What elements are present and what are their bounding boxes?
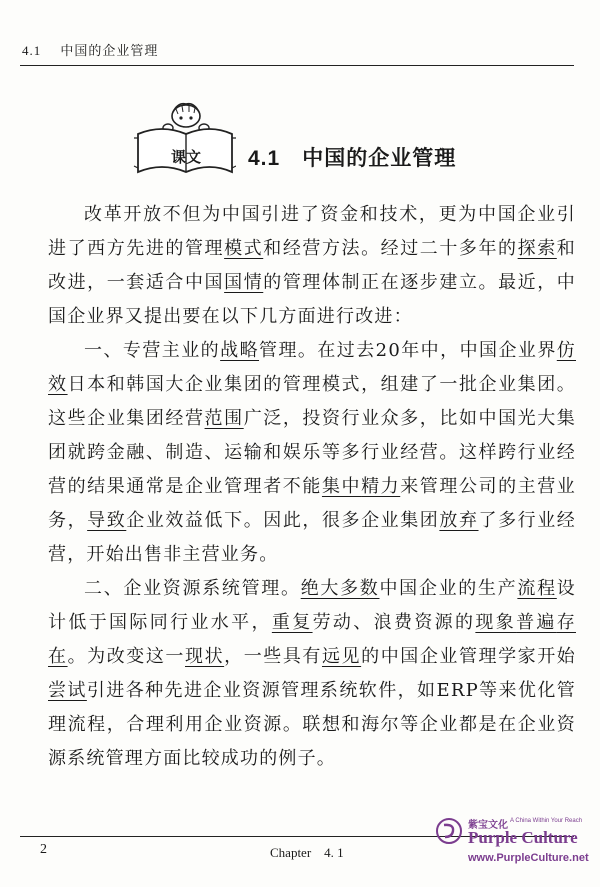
chapter-title-number: 4.1 bbox=[248, 147, 281, 170]
text-segment: 改革开放不但为中国引进了资金和技术，更为中国企业引进了西方先进的管理 bbox=[48, 204, 576, 259]
running-header-section-number: 4.1 bbox=[22, 43, 42, 58]
text-segment: 广泛，投资行业众多，比如中国光大集团就跨金融、制造、运输和娱乐等多行业经营。这样跨行业经营的结果通常是企业管理者不能 bbox=[48, 408, 576, 497]
vocab-word: 国情 bbox=[224, 272, 264, 293]
watermark-brand: Purple Culture bbox=[468, 828, 578, 847]
paragraph bbox=[48, 198, 576, 334]
purple-culture-logo-icon bbox=[436, 818, 462, 844]
text-segment: ，一些具有 bbox=[224, 646, 322, 667]
vocab-word: 普遍 bbox=[516, 612, 557, 633]
vocab-word: 仿效 bbox=[48, 340, 576, 395]
vocab-word: 放弃 bbox=[439, 510, 479, 531]
text-segment: 一、专营主业的 bbox=[84, 340, 221, 361]
vocab-word: 范围 bbox=[204, 408, 244, 429]
text-segment: 企业效益低下。因此，很多企业集团 bbox=[126, 510, 440, 531]
vocab-word: 精力 bbox=[361, 476, 401, 497]
text-segment: 设计低于国际同行业水平， bbox=[48, 578, 576, 633]
text-segment: 来管理公司的主营业务， bbox=[48, 476, 576, 531]
reading-kid-icon bbox=[132, 100, 236, 180]
vocab-word: 重复 bbox=[271, 612, 313, 633]
vocab-word: 现象 bbox=[475, 612, 517, 633]
vocab-word: 导致 bbox=[87, 510, 127, 531]
text-segment: 和改进，一套适合中国 bbox=[48, 238, 576, 293]
lesson-badge-label: 课文 bbox=[170, 148, 202, 166]
text-segment: 中国企业的生产 bbox=[379, 578, 518, 599]
chapter-title bbox=[248, 142, 456, 172]
running-header-title: 中国的企业管理 bbox=[60, 44, 159, 59]
text-segment: 了多行业经营，开始出售非主营业务。 bbox=[48, 510, 576, 565]
text-segment: 。为改变这一 bbox=[67, 646, 185, 667]
vocab-word: 流程 bbox=[517, 578, 557, 599]
page-number: 2 bbox=[40, 842, 47, 857]
vocab-word: 战略 bbox=[220, 340, 260, 361]
text-segment: 日本和韩国大企业集团的管理模式，组建了一批企业集团。这些企业集团经营 bbox=[48, 374, 577, 429]
text-segment: 管理。在过去20年中，中国企业界 bbox=[259, 340, 557, 361]
watermark-tagline: A China Within Your Reach bbox=[510, 818, 583, 824]
vocab-word: 尝试 bbox=[48, 680, 87, 701]
vocab-word: 绝大多数 bbox=[300, 578, 380, 599]
text-segment: 的管理体制正在逐步建立。最近，中国企业界又提出要在以下几方面进行改进： bbox=[48, 272, 576, 327]
watermark-brand-cn: 紫宝文化 bbox=[468, 820, 508, 831]
watermark bbox=[436, 812, 596, 882]
text-segment: 的中国企业管理学家开始 bbox=[361, 646, 577, 667]
body-text bbox=[48, 198, 576, 776]
chapter-title-text: 中国的企业管理 bbox=[302, 145, 457, 170]
vocab-word: 现状 bbox=[185, 646, 225, 667]
lesson-badge bbox=[132, 100, 236, 180]
footer-chapter-label: Chapter 4. 1 bbox=[270, 845, 344, 860]
vocab-word: 模式 bbox=[224, 238, 264, 259]
vocab-word: 集中 bbox=[321, 476, 362, 497]
watermark-url: www.PurpleCulture.net bbox=[468, 852, 589, 864]
vocab-word: 远见 bbox=[321, 646, 362, 667]
paragraph bbox=[48, 334, 576, 572]
paragraph bbox=[48, 572, 576, 776]
text-segment: 二、企业资源系统管理。 bbox=[84, 578, 301, 599]
text-segment: 劳动、浪费资源的 bbox=[312, 612, 476, 633]
text-segment: 引进各种先进企业资源管理系统软件，如ERP等来优化管理流程，合理利用企业资源。联想和海尔等企业都是在企业资源系统管理方面比较成功的例子。 bbox=[48, 680, 576, 769]
vocab-word: 存在 bbox=[48, 612, 576, 667]
running-header bbox=[22, 40, 158, 59]
text-segment: 和经营方法。经过二十多年的 bbox=[263, 238, 518, 259]
header-rule bbox=[20, 65, 574, 66]
vocab-word: 探索 bbox=[517, 238, 557, 259]
